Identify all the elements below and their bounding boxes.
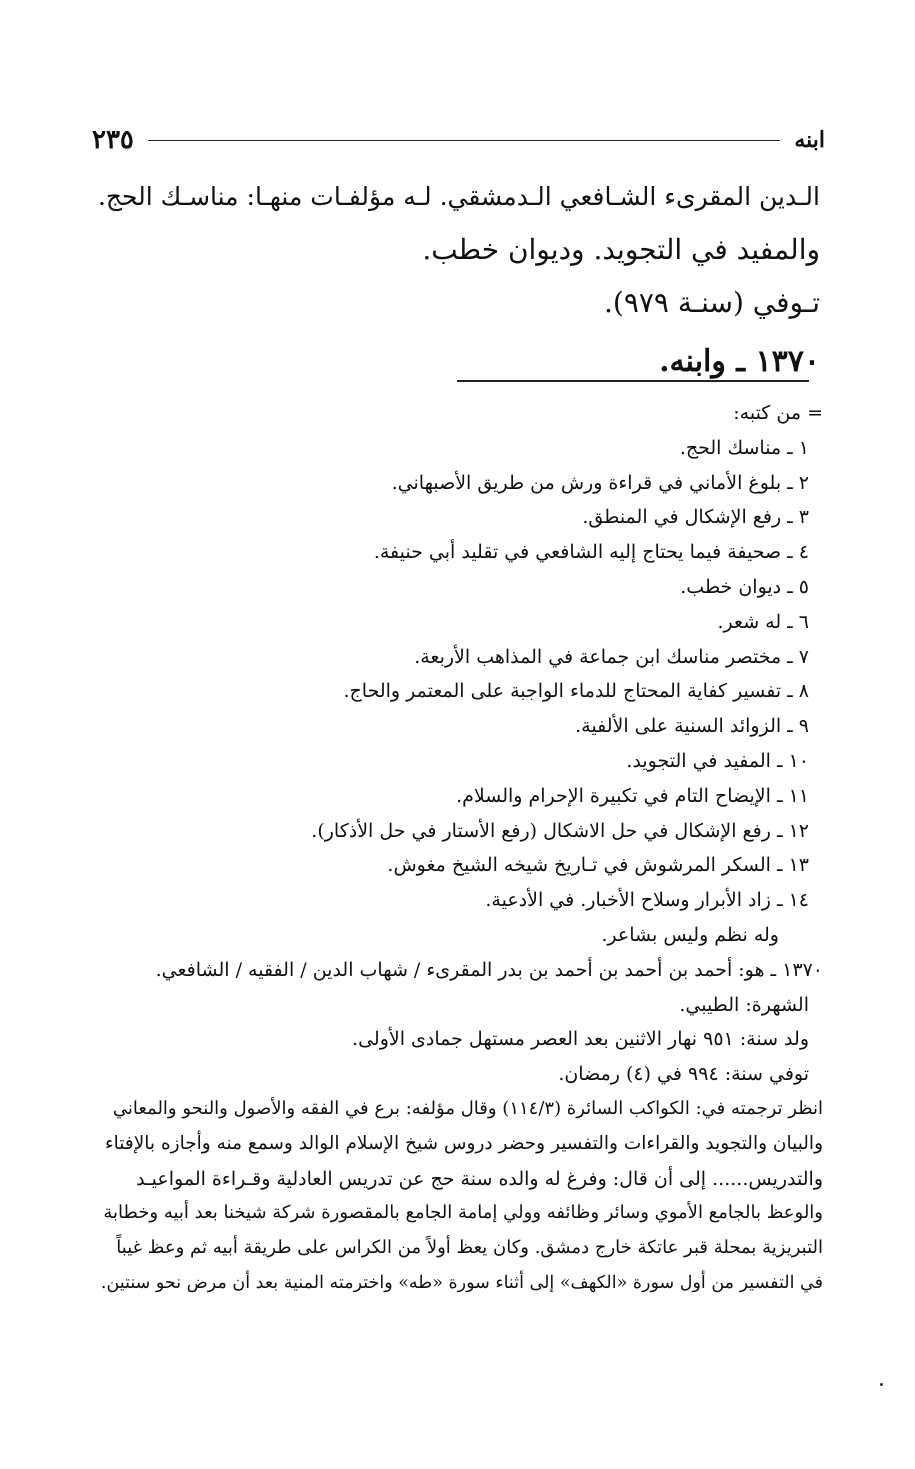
biography-line: في التفسير من أول سورة «الكهف» إلى أثناء سورة «طه» واخترمته المنية بعد أن مرض نحو سنتين. bbox=[100, 1272, 823, 1293]
book-list-item: ٦ ـ له شعر. bbox=[717, 610, 809, 633]
book-list-item: ١٢ ـ رفع الإشكال في حل الاشكال (رفع الأستار في حل الأذكار). bbox=[311, 819, 809, 842]
book-list-item: ١٤ ـ زاد الأبرار وسلاح الأخبار. في الأدعية. bbox=[485, 889, 809, 912]
biography-line: والوعظ بالجامع الأموي وسائر وظائفه وولي إمامة الجامع بالمقصورة شركة شيخنا بعد أبيه وخطابة bbox=[103, 1202, 823, 1224]
book-list-item: ١٣ ـ السكر المرشوش في تـاريخ شيخه الشيخ مغوش. bbox=[387, 854, 809, 877]
book-list-item: ١١ ـ الإيضاح التام في تكبيرة الإحرام والسلام. bbox=[456, 784, 809, 807]
biography-line: انظر ترجمته في: الكواكب السائرة (١١٤/٣) وقال مؤلفه: برع في الفقه والأصول والنحو والمعاني bbox=[112, 1097, 823, 1119]
stray-mark bbox=[880, 1383, 883, 1386]
book-list-item: ٩ ـ الزوائد السنية على الألفية. bbox=[575, 715, 809, 738]
running-header bbox=[92, 120, 825, 160]
book-list-item: ٢ ـ بلوغ الأماني في قراءة ورش من طريق الأصبهاني. bbox=[391, 471, 809, 494]
footnote-separator bbox=[457, 380, 809, 382]
book-list-item: ٤ ـ صحيفة فيما يحتاج إليه الشافعي في تقليد أبي حنيفة. bbox=[373, 541, 809, 564]
died-line: توفي سنة: ٩٩٤ في (٤) رمضان. bbox=[558, 1063, 809, 1086]
header-rule bbox=[148, 140, 780, 141]
fame-line: الشهرة: الطيبي. bbox=[679, 993, 809, 1016]
book-list-item: ٨ ـ تفسير كفاية المحتاج للدماء الواجبة على المعتمر والحاج. bbox=[343, 680, 809, 703]
entry-footnote-heading: ١٣٧٠ ـ هو: أحمد بن أحمد بن أحمد بن بدر المقرىء / شهاب الدين / الفقيه / الشافعي. bbox=[155, 958, 823, 981]
main-line: تـوفي (سنـة ٩٧٩). bbox=[604, 286, 820, 319]
book-list-item: ٥ ـ ديوان خطب. bbox=[680, 575, 809, 598]
poetry-note: وله نظم وليس بشاعر. bbox=[601, 923, 779, 946]
main-line: الـدين المقرىء الشـافعي الـدمشقي. لـه مؤلفـات منهـا: مناسـك الحج. bbox=[97, 182, 820, 211]
book-list-item: ١ ـ مناسك الحج. bbox=[679, 436, 809, 459]
main-line: والمفيد في التجويد. وديوان خطب. bbox=[422, 233, 820, 266]
book-list-item: ٧ ـ مختصر مناسك ابن جماعة في المذاهب الأربعة. bbox=[414, 645, 809, 668]
born-line: ولد سنة: ٩٥١ نهار الاثنين بعد العصر مستهل جمادى الأولى. bbox=[352, 1028, 809, 1051]
biography-line: والتدريس...... إلى أن قال: وفرغ له والده سنة حج عن تدريس العادلية وقـراءة المواعيـد bbox=[136, 1167, 823, 1190]
footnote-intro: = من كتبه: bbox=[733, 402, 823, 424]
page-number: ٢٣٥ bbox=[92, 125, 134, 155]
biography-line: والبيان والتجويد والقراءات والتفسير وحضر دروس شيخ الإسلام الوالد وسمع منه وأجازه بالإفتاء bbox=[104, 1132, 823, 1154]
main-text bbox=[90, 170, 820, 388]
book-list-item: ٣ ـ رفع الإشكال في المنطق. bbox=[582, 506, 809, 529]
footnotes bbox=[98, 396, 823, 1301]
biography-line: التبريزية بمحلة قبر عاتكة خارج دمشق. وكان يعظ أولاً من الكراس على طريقة أبيه ثم وعظ غيباً bbox=[116, 1237, 823, 1259]
book-list-item: ١٠ ـ المفيد في التجويد. bbox=[626, 749, 809, 772]
entry-heading: ١٣٧٠ ـ وابنه. bbox=[659, 344, 820, 379]
running-title: ابنه bbox=[794, 127, 825, 153]
